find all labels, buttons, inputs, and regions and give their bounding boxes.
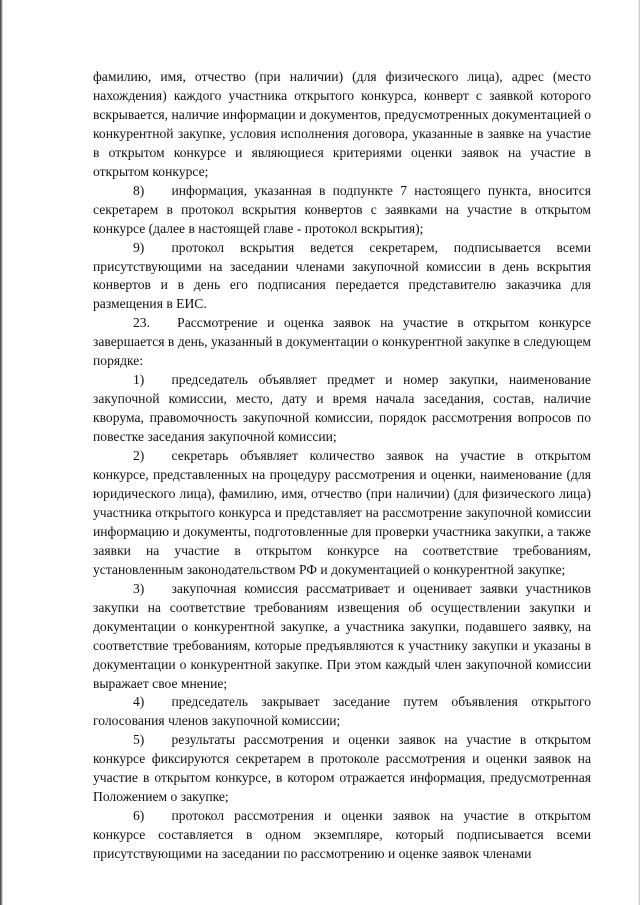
scan-edge-left [0, 0, 3, 905]
paragraph-item-5: 5) результаты рассмотрения и оценки заявок на участие в открытом конкурсе фиксируются секретарем в протоколе рассмотрения и оценки заявок на участие в открытом конкурсе, в котором отражается информация, предусмотренная Положением о закупке; [93, 732, 591, 805]
document-page-text [93, 68, 591, 864]
paragraph-section-23: 23. Рассмотрение и оценка заявок на участие в открытом конкурсе завершается в день, указанный в документации о конкурентной закупке в следующем порядке: [93, 315, 591, 369]
paragraph-item-1: 1) председатель объявляет предмет и номер закупки, наименование закупочной комиссии, место, дату и время начала заседания, состав, наличие кворума, правомочность закупочной комиссии, порядок рассмотрения вопросов по повестке заседания закупочной комиссии; [93, 372, 591, 445]
paragraph-item-3: 3) закупочная комиссия рассматривает и оценивает заявки участников закупки на соответствие требованиям извещения об осуществлении закупки и документации о конкурентной закупке, а участника закупки, подавшего заявку, на соответствие требованиям, которые предъявляются к участнику закупки и указаны в документации о конкурентной закупке. При этом каждый член закупочной комиссии выражает свое мнение; [93, 580, 591, 691]
paragraph-continuation: фамилию, имя, отчество (при наличии) (для физического лица), адрес (место нахождения) каждого участника открытого конкурса, конверт с заявкой которого вскрывается, наличие информации и документов, предусмотренных документацией о конкурентной закупке, условия исполнения договора, указанные в заявке на участие в открытом конкурсе и являющиеся критериями оценки заявок на участие в открытом конкурсе; [93, 69, 591, 179]
paragraph-item-4: 4) председатель закрывает заседание путем объявления открытого голосования членов закупочной комиссии; [93, 694, 591, 729]
paragraph-item-2: 2) секретарь объявляет количество заявок на участие в открытом конкурсе, представленных на процедуру рассмотрения и оценки, наименование (для юридического лица), фамилию, имя, отчество (при наличии) (для физического лица) участника открытого конкурса и представляет на рассмотрение закупочной комиссии информацию и документы, подготовленные для проверки участника закупки, а также заявки на участие в открытом конкурсе на соответствие требованиям, установленным законодательством РФ и документацией о конкурентной закупке; [93, 448, 591, 577]
paragraph-item-6: 6) протокол рассмотрения и оценки заявок на участие в открытом конкурсе составляется в одном экземпляре, который подписывается всеми присутствующими на заседании по рассмотрению и оценке заявок членами [93, 808, 591, 862]
paragraph-item-8: 8) информация, указанная в подпункте 7 настоящего пункта, вносится секретарем в протокол вскрытия конвертов с заявками на участие в открытом конкурсе (далее в настоящей главе - протокол вскрытия); [93, 182, 591, 236]
paragraph-item-9: 9) протокол вскрытия ведется секретарем, подписывается всеми присутствующими на заседании членами закупочной комиссии в день вскрытия конвертов и в день его подписания передается представителю заказчика для размещения в ЕИС. [93, 239, 591, 312]
